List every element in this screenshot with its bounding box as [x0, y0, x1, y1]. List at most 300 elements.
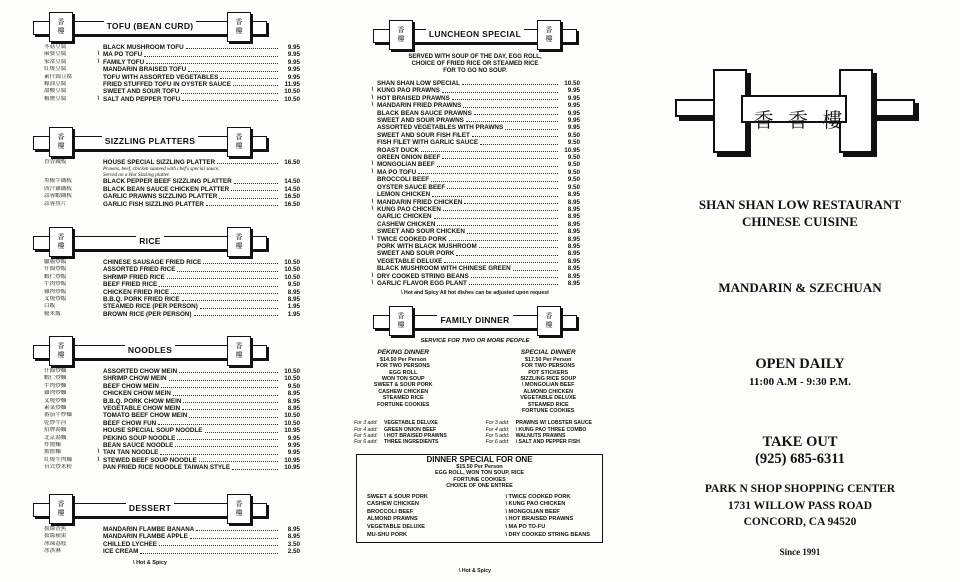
- special-addons: [486, 420, 592, 445]
- menu-line: EGG ROLL: [389, 369, 418, 376]
- item-name: STEAMED RICE (PER PERSON): [103, 303, 198, 311]
- menu-item: [330, 206, 620, 213]
- menu-line: CASHEW CHICKEN: [378, 388, 429, 395]
- dot-leader: [418, 169, 558, 174]
- item-price: 10.50: [284, 95, 300, 103]
- rice-banner: [25, 225, 275, 257]
- item-name: BEEF CHOW FUN: [103, 419, 157, 427]
- chinese-name: 豉汁雞鐵板: [44, 185, 72, 192]
- item-price: 9.95: [287, 44, 300, 51]
- item-name: SHRIMP CHOW MEIN: [103, 375, 167, 383]
- hot-spicy-mark: [94, 311, 103, 318]
- menu-line: $17.50 Per Person: [524, 356, 572, 363]
- item-name: B.B.Q. PORK CHOW MEIN: [103, 397, 182, 405]
- item-price: 10.50: [284, 273, 300, 281]
- item-price: 10.50: [284, 412, 300, 420]
- chinese-name: 叉燒炒麵: [44, 397, 67, 404]
- menu-line: $15.50 Per Person: [456, 464, 503, 470]
- chinese-name: 招牌湯麵: [44, 427, 67, 434]
- luncheon-list: [330, 80, 620, 287]
- dessert-list: [0, 526, 300, 556]
- item-name: MONGOLIAN BEEF: [377, 161, 435, 169]
- dot-leader: [171, 289, 278, 294]
- hot-spicy-mark: [94, 375, 103, 382]
- addon-count: For 5 add:: [354, 433, 378, 440]
- middle-menu-panel: [330, 0, 620, 582]
- chinese-name: 蝦仁炒麵: [44, 375, 67, 382]
- dot-leader: [169, 375, 278, 380]
- rice-section: [0, 225, 300, 318]
- menu-line: EGG ROLL, WON TON SOUP, RICE: [434, 470, 525, 477]
- hot-spicy-mark: [368, 176, 377, 183]
- entree-column-1: [367, 494, 428, 540]
- hot-spicy-mark: [94, 526, 103, 533]
- menu-item: [330, 147, 620, 154]
- hot-spicy-mark: [94, 383, 103, 390]
- chinese-name: 蝦仁炒飯: [44, 273, 67, 280]
- dot-leader: [159, 541, 278, 546]
- hot-spicy-mark: [94, 88, 103, 95]
- hot-spicy-mark: \: [371, 279, 374, 286]
- peking-addons: [354, 420, 447, 445]
- item-price: 3.50: [287, 540, 300, 548]
- addon-dish: VEGETABLE DELUXE: [384, 420, 438, 427]
- item-price: 8.95: [287, 296, 300, 304]
- item-name: CHINESE SAUSAGE FRIED RICE: [103, 259, 202, 266]
- item-name: ROAST DUCK: [377, 146, 419, 154]
- chinese-name: 黑椒牛鐵板: [44, 178, 72, 185]
- address-line-3: CONCORD, CA 94520: [743, 516, 857, 528]
- chinese-name: 素什錦豆腐: [44, 73, 72, 80]
- item-price: 9.50: [567, 168, 580, 176]
- item-name: PAN FRIED RICE NOODLE TAIWAN STYLE: [103, 464, 231, 472]
- item-name: LEMON CHICKEN: [377, 191, 431, 199]
- hot-spicy-mark: [94, 398, 103, 405]
- dot-leader: [513, 265, 558, 270]
- tofu-title: TOFU (BEAN CURD): [104, 21, 197, 31]
- item-name: BEEF FRIED RICE: [103, 281, 158, 289]
- menu-line: VEGETABLE DELUXE: [367, 524, 426, 530]
- menu-line: ALMOND PRAWNS: [367, 516, 418, 523]
- hot-spicy-mark: [94, 178, 103, 185]
- menu-item: [0, 66, 300, 73]
- banner-emblem-right: 香 樓: [227, 227, 251, 257]
- dot-leader: [479, 243, 558, 248]
- dot-leader: [472, 132, 558, 137]
- hot-spicy-mark: \: [97, 456, 100, 463]
- menu-item: [330, 221, 620, 228]
- banner-emblem-left: 香 樓: [49, 127, 73, 157]
- item-name: STEWED BEEF SOUP NOODLE: [103, 456, 197, 464]
- dot-leader: [452, 95, 558, 100]
- restaurant-name: SHAN SHAN LOW RESTAURANT: [698, 197, 902, 212]
- item-name: BROCCOLI BEEF: [377, 176, 430, 184]
- item-name: MANDARIN FRIED CHICKEN: [377, 198, 463, 206]
- menu-item: [330, 110, 620, 117]
- chinese-name: 番茄牛炒麵: [44, 412, 72, 419]
- hot-spicy-mark: \: [97, 51, 100, 58]
- item-name: GARLIC FISH SIZZLING PLATTER: [103, 200, 204, 208]
- sizzling-title: SIZZLING PLATTERS: [102, 136, 198, 146]
- menu-line: ALMOND CHICKEN: [523, 388, 574, 395]
- sizzling-section: [0, 125, 300, 208]
- banner-emblem-left: 香 樓: [49, 336, 73, 366]
- item-price: 9.50: [567, 176, 580, 184]
- dot-leader: [466, 117, 558, 122]
- item-name: MANDARIN FRIED PRAWNS: [377, 102, 462, 110]
- hot-spicy-mark: [94, 303, 103, 310]
- menu-item: [330, 124, 620, 131]
- item-name: TWICE COOKED PORK: [377, 235, 447, 243]
- menu-item: [0, 435, 300, 442]
- dinner-for-one-details: [357, 464, 602, 490]
- banner-emblem-right: 香 樓: [537, 20, 561, 50]
- item-price: 10.95: [284, 427, 300, 435]
- banner-emblem-right: 香 樓: [537, 306, 561, 336]
- dot-leader: [234, 178, 278, 183]
- item-name: SWEET AND SOUR PRAWNS: [377, 117, 464, 125]
- dot-leader: [432, 191, 558, 196]
- menu-item: [0, 96, 300, 103]
- menu-item: [0, 541, 300, 548]
- noodles-banner: [25, 334, 275, 366]
- dot-leader: [443, 206, 558, 211]
- dot-leader: [194, 311, 278, 316]
- chinese-name: 白飯: [44, 303, 56, 310]
- menu-item: [330, 191, 620, 198]
- dot-leader: [437, 221, 558, 226]
- menu-line: WON TON SOUP: [381, 376, 425, 382]
- menu-line: \ TWICE COOKED PORK: [505, 493, 571, 500]
- chinese-name: 香香鐵板: [44, 159, 67, 165]
- item-price: 9.95: [287, 51, 300, 59]
- sizzling-list: [0, 159, 300, 208]
- item-name: BLACK MUSHROOM WITH CHINESE GREEN: [377, 265, 511, 273]
- menu-line: SIZZLING RICE SOUP: [520, 376, 577, 382]
- dot-leader: [456, 250, 558, 255]
- menu-line: FORTUNE COOKIES: [453, 476, 506, 483]
- item-name: FAMILY TOFU: [103, 58, 145, 66]
- item-name: MA PO TOFU: [377, 168, 417, 176]
- chinese-name: 雞肉炒麵: [44, 390, 67, 397]
- hot-spicy-mark: \: [371, 94, 374, 101]
- dot-leader: [480, 139, 558, 144]
- item-price: 10.50: [284, 88, 300, 96]
- hot-spicy-mark: [368, 265, 377, 272]
- dot-leader: [217, 159, 278, 164]
- menu-item: [0, 259, 300, 266]
- addon-dish: THREE INGREDIENTS: [384, 439, 439, 446]
- chinese-name: 什錦炒飯: [44, 266, 67, 273]
- noodles-list: [0, 368, 300, 472]
- dot-leader: [188, 66, 278, 71]
- banner-emblem-right: 香 樓: [227, 494, 251, 524]
- family-subtitle: SERVICE FOR TWO OR MORE PEOPLE: [420, 338, 530, 345]
- item-price: 11.95: [284, 81, 300, 89]
- hot-spicy-mark: [368, 147, 377, 154]
- menu-item: [330, 265, 620, 272]
- item-price: 9.95: [567, 109, 580, 117]
- menu-item: [330, 169, 620, 176]
- banner-emblem-left: 香 樓: [389, 20, 413, 50]
- dot-leader: [464, 199, 558, 204]
- item-name: PORK WITH BLACK MUSHROOM: [377, 242, 477, 250]
- item-name: ICE CREAM: [103, 548, 139, 556]
- menu-item: [0, 266, 300, 273]
- item-name: SHAN SHAN LOW SPECIAL: [377, 80, 460, 87]
- dot-leader: [444, 258, 558, 263]
- hot-spicy-mark: [94, 412, 103, 419]
- item-price: 8.95: [567, 191, 580, 199]
- chinese-name: 台式炒米粉: [44, 464, 72, 471]
- menu-line: \ HOT BRAISED PRAWNS: [505, 516, 574, 523]
- item-name: B.B.Q. PORK FRIED RICE: [103, 296, 180, 304]
- hot-spicy-mark: [368, 258, 377, 265]
- item-name: BEAN SAUCE NOODLE: [103, 442, 174, 450]
- hot-spicy-mark: [368, 243, 377, 250]
- hot-spicy-mark: [368, 154, 377, 161]
- rice-list: [0, 259, 300, 318]
- item-name: BLACK BEAN SAUCE CHICKEN PLATTER: [103, 185, 230, 193]
- menu-item: [0, 88, 300, 95]
- item-name: TAN TAN NOODLE: [103, 449, 159, 457]
- item-name: KUNG PAO CHICKEN: [377, 205, 441, 213]
- banner-emblem-left: 香 樓: [49, 494, 73, 524]
- item-price: 8.95: [567, 250, 580, 258]
- addon-count: For 3 add:: [485, 420, 510, 427]
- chinese-name: 冰凍荔枝: [44, 540, 67, 547]
- logo-characters: 香 香 樓: [753, 108, 847, 132]
- dot-leader: [144, 51, 278, 56]
- address-line-1: PARK N SHOP SHOPPING CENTER: [704, 483, 896, 495]
- menu-item: [0, 296, 300, 303]
- addon-dish: \ SALT AND PEPPER FISH: [515, 439, 580, 446]
- menu-item: [330, 280, 620, 287]
- item-price: 9.95: [567, 102, 580, 110]
- item-name: OYSTER SAUCE BEEF: [377, 183, 446, 191]
- menu-item: [0, 412, 300, 419]
- family-title: FAMILY DINNER: [437, 315, 512, 325]
- menu-item: [330, 236, 620, 243]
- hot-spicy-mark: [94, 533, 103, 540]
- chinese-name: 紅燒牛肉麵: [44, 456, 72, 463]
- hot-spicy-mark: [94, 186, 103, 193]
- menu-item: [330, 184, 620, 191]
- hot-spicy-mark: [94, 442, 103, 449]
- since-year: Since 1991: [779, 547, 821, 557]
- menu-line: POT STICKERS: [528, 369, 569, 376]
- addon-row: [486, 439, 592, 445]
- cuisine-type: CHINESE CUISINE: [742, 214, 858, 229]
- menu-item: [330, 213, 620, 220]
- item-name: VEGETABLE CHOW MEIN: [103, 405, 181, 413]
- menu-item: [0, 427, 300, 434]
- menu-item: [0, 390, 300, 397]
- dot-leader: [177, 266, 278, 271]
- dot-leader: [205, 427, 279, 432]
- phone-number: (925) 685-6311: [755, 451, 845, 467]
- hot-spicy-mark: [94, 74, 103, 81]
- item-price: 9.95: [287, 73, 300, 81]
- menu-item: [330, 87, 620, 94]
- hot-spicy-mark: [368, 250, 377, 257]
- menu-line: PEKING DINNER: [377, 349, 430, 357]
- hot-spicy-mark: [368, 132, 377, 139]
- item-name: TOMATO BEEF CHOW MEIN: [103, 412, 188, 420]
- menu-line: \ MONGOLIAN BEEF: [505, 508, 560, 515]
- chinese-name: 雞肉炒飯: [44, 288, 67, 295]
- hot-spicy-mark: [94, 259, 103, 266]
- hot-spicy-mark: [94, 281, 103, 288]
- menu-line: FORTUNE COOKIES: [521, 408, 575, 415]
- dot-leader: [462, 80, 558, 85]
- dot-leader: [463, 102, 558, 107]
- item-price: 8.95: [567, 198, 580, 206]
- dot-leader: [471, 273, 558, 278]
- dot-leader: [161, 383, 278, 388]
- menu-item: [0, 420, 300, 427]
- item-name: BLACK PEPPER BEEF SIZZLING PLATTER: [103, 178, 232, 186]
- addon-count: For 5 add:: [485, 433, 510, 440]
- item-price: 8.95: [287, 526, 300, 533]
- chinese-name: 乾炒牛河: [44, 419, 67, 426]
- chinese-name: 家常豆腐: [44, 58, 67, 65]
- dot-leader: [177, 435, 278, 440]
- menu-item: [0, 548, 300, 555]
- dot-leader: [231, 186, 278, 191]
- menu-item: [330, 273, 620, 280]
- dot-leader: [474, 110, 558, 115]
- hot-spicy-legend-mid: \ Hot & Spicy: [459, 568, 491, 574]
- chinese-name: 什錦炒麵: [44, 368, 67, 374]
- hot-spicy-mark: [368, 191, 377, 198]
- addon-count: For 6 add:: [485, 439, 510, 446]
- menu-line: FOR TWO PERSONS: [521, 363, 575, 370]
- item-price: 9.95: [567, 94, 580, 102]
- menu-item: [330, 228, 620, 235]
- family-addons: [330, 420, 620, 445]
- dot-leader: [203, 259, 278, 264]
- hot-spicy-mark: \: [371, 102, 374, 109]
- menu-item: [0, 368, 300, 375]
- item-price: 8.95: [567, 257, 580, 265]
- chinese-name: 糙米飯: [44, 310, 61, 317]
- banner-emblem-right: 香 樓: [227, 127, 251, 157]
- chinese-name: 牛肉炒麵: [44, 382, 67, 389]
- item-name: SHRIMP FRIED RICE: [103, 273, 165, 281]
- special-dinner: [520, 350, 576, 414]
- item-name: ASSORTED CHOW MEIN: [103, 368, 178, 375]
- menu-item: [330, 258, 620, 265]
- item-name: VEGETABLE DELUXE: [377, 257, 443, 265]
- hot-spicy-mark: \: [371, 198, 374, 205]
- menu-item: [330, 102, 620, 109]
- hot-spicy-mark: [368, 117, 377, 124]
- item-name: GARLIC FLAVOR EGG PLANT: [377, 279, 467, 287]
- menu-item: [0, 383, 300, 390]
- dot-leader: [219, 193, 278, 198]
- addon-dish: \ KUNG PAO THREE COMBO: [515, 426, 587, 433]
- item-price: 10.50: [284, 419, 300, 427]
- item-price: 9.50: [287, 281, 300, 289]
- family-menus: [330, 350, 620, 414]
- item-price: 8.95: [567, 213, 580, 221]
- dot-leader: [179, 368, 278, 373]
- hot-spicy-mark: [94, 390, 103, 397]
- dot-leader: [167, 274, 278, 279]
- item-price: 9.50: [567, 183, 580, 191]
- menu-item: [0, 289, 300, 296]
- menu-line: BROCCOLI BEEF: [367, 508, 414, 515]
- hot-spicy-mark: [94, 420, 103, 427]
- menu-line: \ KUNG PAO CHICKEN: [505, 501, 566, 508]
- peking-dinner: [374, 350, 433, 414]
- menu-item: [0, 449, 300, 456]
- item-name: HOUSE SPECIAL SIZZLING PLATTER: [103, 159, 216, 166]
- menu-item: [0, 442, 300, 449]
- dot-leader: [186, 44, 278, 49]
- menu-item: [330, 80, 620, 87]
- item-price: 16.50: [284, 193, 300, 201]
- item-price: 8.95: [567, 242, 580, 250]
- menu-item: [330, 154, 620, 161]
- menu-item: [0, 44, 300, 51]
- luncheon-banner: [365, 18, 585, 50]
- family-banner: [365, 304, 585, 336]
- dot-leader: [182, 296, 278, 301]
- dot-leader: [421, 147, 558, 152]
- menu-item: [0, 281, 300, 288]
- hot-spicy-mark: [94, 296, 103, 303]
- hot-spicy-mark: [368, 139, 377, 146]
- menu-item: [330, 139, 620, 146]
- rice-title: RICE: [136, 236, 164, 246]
- menu-line: \ DRY COOKED STRING BEANS: [505, 531, 590, 538]
- item-price: 10.95: [284, 456, 300, 464]
- dot-leader: [183, 398, 278, 403]
- dot-leader: [220, 74, 278, 79]
- dot-leader: [160, 449, 278, 454]
- dot-leader: [146, 59, 278, 64]
- dinner-for-one-box: [356, 454, 603, 543]
- dot-leader: [159, 281, 278, 286]
- dot-leader: [431, 176, 558, 181]
- chinese-name: 椒鹽豆腐: [44, 95, 67, 102]
- tofu-list: [0, 44, 300, 103]
- banner-emblem-left: 香 樓: [49, 12, 73, 42]
- chinese-name: 冬菇豆腐: [44, 44, 67, 50]
- item-price: 9.95: [567, 124, 580, 132]
- item-price: 8.95: [567, 205, 580, 213]
- hot-spicy-mark: [94, 266, 103, 273]
- hot-spicy-mark: [94, 405, 103, 412]
- chinese-name: 臘腸炒飯: [44, 259, 67, 265]
- sizzling-rest-items: [0, 178, 300, 208]
- item-name: DRY COOKED STRING BEANS: [377, 272, 469, 280]
- menu-line: STEAMED RICE: [527, 401, 569, 408]
- sizzling-banner: [25, 125, 275, 157]
- menu-item: [0, 311, 300, 318]
- dot-leader: [181, 88, 278, 93]
- menu-line: $14.50 Per Person: [379, 356, 427, 363]
- dinner-for-one-title: DINNER SPECIAL FOR ONE: [426, 455, 533, 464]
- menu-line: SPECIAL DINNER: [520, 349, 576, 357]
- item-price: 9.95: [567, 87, 580, 95]
- item-name: ASSORTED FRIED RICE: [103, 266, 176, 274]
- dot-leader: [175, 442, 278, 447]
- menu-line: VEGETABLE DELUXE: [520, 395, 577, 402]
- dot-leader: [505, 124, 558, 129]
